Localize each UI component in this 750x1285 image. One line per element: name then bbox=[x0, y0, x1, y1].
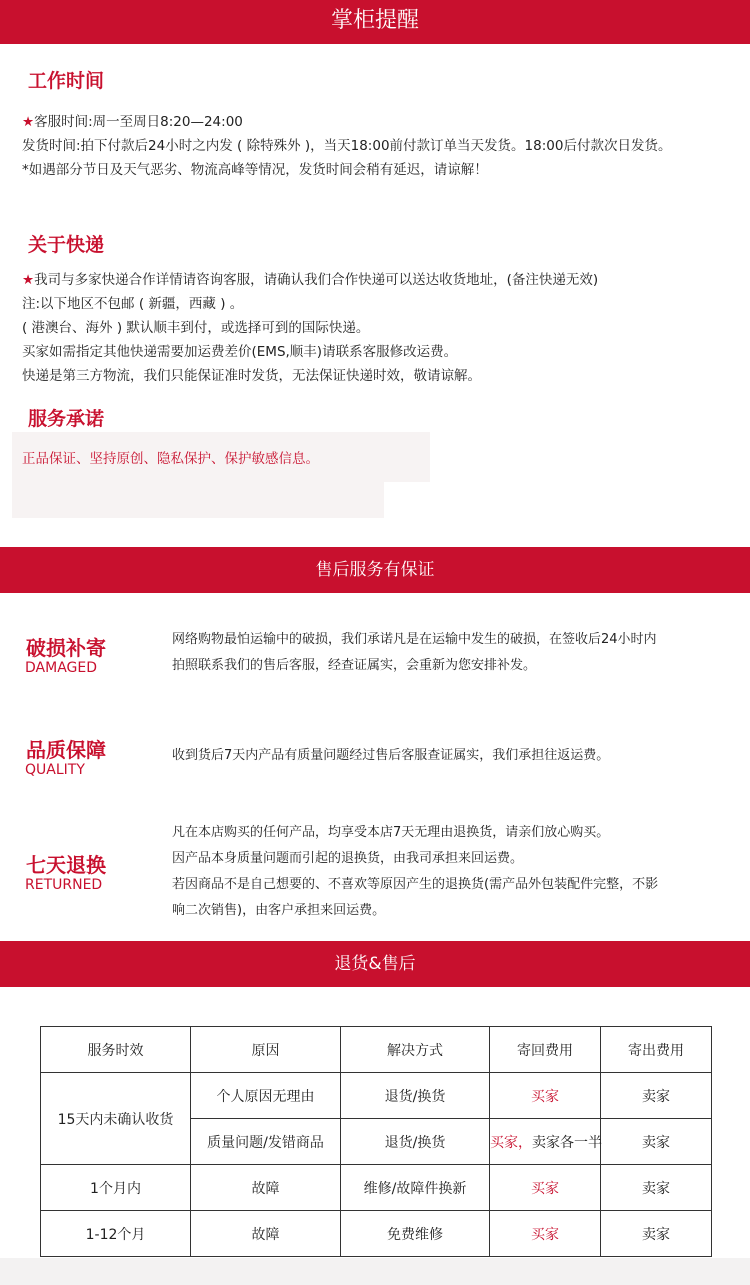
service-text-line: 若因商品不是自己想要的、不喜欢等原因产生的退换货(需产品外包装配件完整，不影 bbox=[172, 877, 659, 892]
service-returned-title: 七天退换 bbox=[26, 853, 106, 877]
table-row bbox=[41, 1073, 712, 1119]
delay-notice-line: *如遇部分节日及天气恶劣、物流高峰等情况，发货时间会稍有延迟，请谅解！ bbox=[22, 162, 488, 178]
express-title: 关于快递 bbox=[28, 234, 105, 256]
promise-text: 正品保证、坚持原创、隐私保护、保护敏感信息。 bbox=[22, 451, 319, 467]
table-cell-period: 15天内未确认收货 bbox=[41, 1073, 191, 1165]
table-header: 寄回费用 bbox=[490, 1027, 601, 1073]
table-cell-return-fee: 买家 bbox=[490, 1073, 601, 1119]
after-sales-table bbox=[40, 1026, 712, 1257]
service-quality-en: QUALITY bbox=[25, 762, 85, 778]
table-header-row bbox=[41, 1027, 712, 1073]
table-cell-return-fee: 买家 bbox=[490, 1165, 601, 1211]
table-cell-period: 1个月内 bbox=[41, 1165, 191, 1211]
work-hours-title: 工作时间 bbox=[28, 70, 105, 92]
table-cell-solution: 退货/换货 bbox=[341, 1119, 490, 1165]
table-cell-send-fee: 卖家 bbox=[601, 1119, 712, 1165]
table-cell-solution: 退货/换货 bbox=[341, 1073, 490, 1119]
table-cell-reason: 故障 bbox=[191, 1211, 341, 1257]
table-cell-return-fee bbox=[490, 1119, 601, 1165]
service-damaged-title: 破损补寄 bbox=[26, 636, 106, 660]
after-sales-title: 售后服务有保证 bbox=[315, 560, 435, 580]
service-text-line: 凡在本店购买的任何产品，均享受本店7天无理由退换货，请亲们放心购买。 bbox=[172, 825, 610, 840]
service-text-line: 收到货后7天内产品有质量问题经过售后客服查证属实，我们承担往返运费。 bbox=[172, 748, 610, 763]
promise-title: 服务承诺 bbox=[28, 408, 105, 430]
service-text-line: 网络购物最怕运输中的破损，我们承诺凡是在运输中发生的破损，在签收后24小时内 bbox=[172, 632, 657, 647]
express-partner-line bbox=[22, 268, 598, 288]
service-text-line: 拍照联系我们的售后客服，经查证属实，会重新为您安排补发。 bbox=[172, 658, 537, 673]
service-hours-text: 客服时间:周一至周日8:20—24:00 bbox=[34, 114, 243, 130]
third-party-line: 快递是第三方物流，我们只能保证准时发货，无法保证快递时效，敬请谅解。 bbox=[22, 368, 481, 384]
table-cell-reason: 故障 bbox=[191, 1165, 341, 1211]
no-free-shipping-line: 注:以下地区不包邮 ( 新疆，西藏 ) 。 bbox=[22, 296, 244, 312]
service-quality-title: 品质保障 bbox=[26, 738, 106, 762]
return-fee-split: 卖家各一半 bbox=[532, 1134, 602, 1151]
table-header: 服务时效 bbox=[41, 1027, 191, 1073]
table-cell-reason: 个人原因无理由 bbox=[191, 1073, 341, 1119]
star-icon: ★ bbox=[22, 114, 35, 130]
table-cell-return-fee: 买家 bbox=[490, 1211, 601, 1257]
hk-overseas-line: ( 港澳台、海外 ) 默认顺丰到付，或选择可到的国际快递。 bbox=[22, 320, 370, 336]
returns-title: 退货&售后 bbox=[334, 954, 416, 974]
promise-backdrop-lower bbox=[12, 478, 384, 518]
bottom-divider bbox=[0, 1258, 750, 1285]
service-returned-text bbox=[172, 820, 712, 924]
table-cell-period: 1-12个月 bbox=[41, 1211, 191, 1257]
table-row bbox=[41, 1165, 712, 1211]
service-text-line: 响二次销售)，由客户承担来回运费。 bbox=[172, 903, 386, 918]
after-sales-banner bbox=[0, 547, 750, 593]
service-damaged-en: DAMAGED bbox=[25, 660, 97, 676]
express-partner-text: 我司与多家快递合作详情请咨询客服，请确认我们合作快递可以送达收货地址，(备注快递无效) bbox=[34, 272, 599, 288]
table-cell-send-fee: 卖家 bbox=[601, 1211, 712, 1257]
service-text-line: 因产品本身质量问题而引起的退换货，由我司承担来回运费。 bbox=[172, 851, 524, 866]
service-returned-en: RETURNED bbox=[25, 877, 103, 893]
star-icon: ★ bbox=[22, 272, 35, 288]
table-header: 寄出费用 bbox=[601, 1027, 712, 1073]
service-damaged-text bbox=[172, 627, 712, 679]
specify-express-line: 买家如需指定其他快递需要加运费差价(EMS,顺丰)请联系客服修改运费。 bbox=[22, 344, 458, 360]
page-title: 掌柜提醒 bbox=[330, 8, 419, 33]
table-header: 原因 bbox=[191, 1027, 341, 1073]
table-cell-send-fee: 卖家 bbox=[601, 1073, 712, 1119]
table-cell-send-fee: 卖家 bbox=[601, 1165, 712, 1211]
table-row bbox=[41, 1211, 712, 1257]
table-cell-reason: 质量问题/发错商品 bbox=[191, 1119, 341, 1165]
table-header: 解决方式 bbox=[341, 1027, 490, 1073]
table-cell-solution: 免费维修 bbox=[341, 1211, 490, 1257]
shipping-time-line: 发货时间:拍下付款后24小时之内发 ( 除特殊外 )，当天18:00前付款订单当天发货。18:00后付款次日发货。 bbox=[22, 138, 672, 154]
returns-banner bbox=[0, 941, 750, 987]
service-hours-line bbox=[22, 110, 243, 130]
service-quality-text bbox=[172, 743, 712, 769]
table-cell-solution: 维修/故障件换新 bbox=[341, 1165, 490, 1211]
return-fee-buyer: 买家， bbox=[490, 1134, 532, 1151]
header-banner bbox=[0, 0, 750, 44]
